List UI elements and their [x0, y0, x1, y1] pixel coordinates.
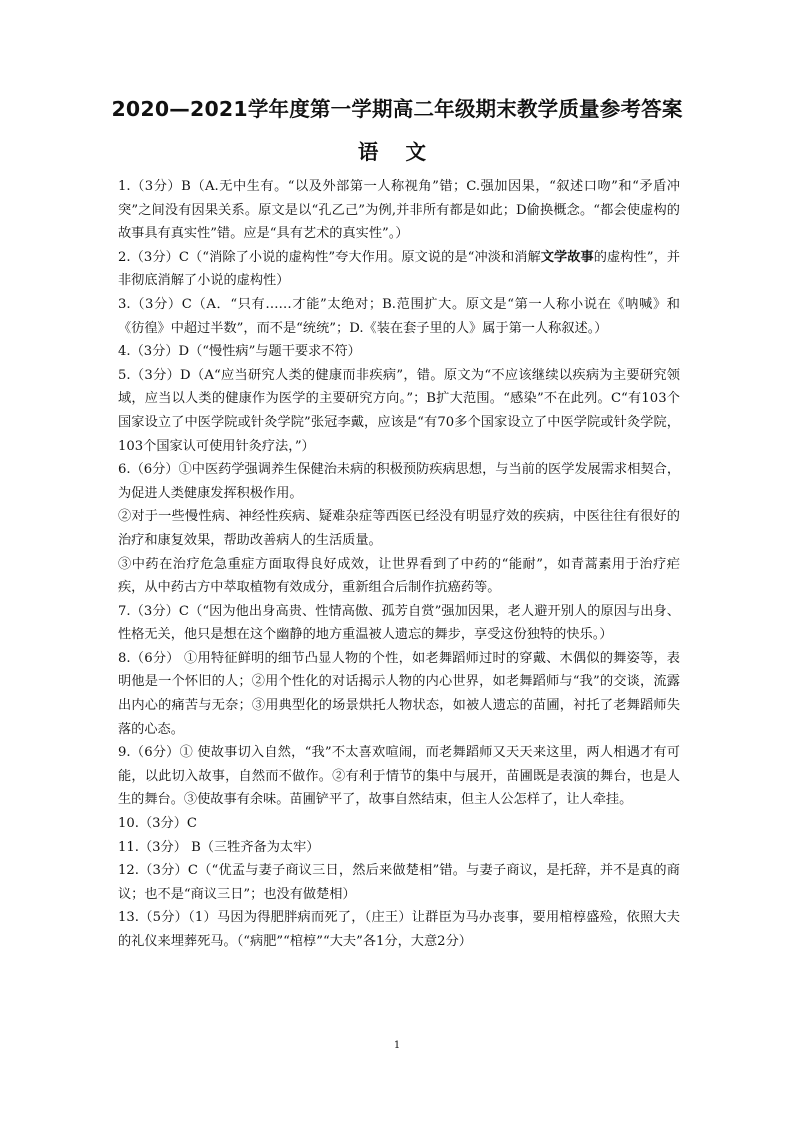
emphasis-text: 文学故事: [540, 249, 594, 265]
answer-text: 2.（3分）C（“消除了小说的虚构性”夸大作用。原文说的是“冲淡和消解: [118, 249, 541, 265]
answer-item-13: 13.（5分）（1）马因为得肥胖病而死了，（庄王）让群臣为马办丧事，要用棺椁盛殓，依照大夫的礼仪来埋葬死马。（“病肥”“棺椁”“大夫”各1分，大意2分）: [118, 910, 680, 949]
subject-heading: 语 文: [357, 140, 437, 164]
answer-item-5: 5.（3分）D（A“应当研究人类的健康而非疾病”，错。原文为“不应该继续以疾病为主要研究领域，应当以人类的健康作为医学的主要研究方向。”；B扩大范围。“感染”不在此列。C“有103个国家设立了中医学院或针灸学院”张冠李戴，应该是“有70多个国家设立了中医学院或针灸学院，103个国家认可使用针灸疗法，”）: [118, 367, 680, 454]
answer-item-6-point-2: ②对于一些慢性病、神经性疾病、疑难杂症等西医已经没有明显疗效的疾病，中医往往有很好的治疗和康复效果，帮助改善病人的生活质量。: [118, 509, 680, 548]
document-title: 2020—2021学年度第一学期高二年级期末教学质量参考答案: [111, 97, 683, 121]
answer-text: 的虚构性”，并非彻底消解了小说的虚构性）: [118, 249, 681, 289]
answer-item-6-point-3: ③中药在治疗危急重症方面取得良好成效，让世界看到了中药的“能耐”，如青蒿素用于治疗疟疾，从中药古方中萃取植物有效成分，重新组合后制作抗癌药等。: [118, 556, 680, 596]
answer-item-2: [118, 246, 680, 293]
answer-item-12: 12.（3分）C（“优孟与妻子商议三日，然后来做楚相”错。与妻子商议，是托辞，并不是真的商议；也不是“商议三日”；也没有做楚相）: [118, 863, 680, 902]
answer-list: [118, 175, 680, 954]
answer-item-8: 8.（6分） ①用特征鲜明的细节凸显人物的个性，如老舞蹈师过时的穿戴、木偶似的舞姿等，表明他是一个怀旧的人；②用个性化的对话揭示人物的内心世界，如老舞蹈师与“我”的交谈，流露出内心的痛苦与无奈；③用典型化的场景烘托人物状态，如被人遗忘的苗圃，衬托了老舞蹈师失落的心态。: [118, 650, 680, 737]
answer-item-9: 9.（6分）① 使故事切入自然，“我”不太喜欢喧闹，而老舞蹈师又天天来这里，两人相遇才有可能，以此切入故事，自然而不做作。②有利于情节的集中与展开，苗圃既是表演的舞台，也是人生的舞台。③使故事有余味。苗圃铲平了，故事自然结束，但主人公怎样了，让人牵挂。: [118, 745, 680, 808]
page-number: 1: [393, 1040, 401, 1051]
answer-item-6: 6.（6分）①中医药学强调养生保健治未病的积极预防疾病思想，与当前的医学发展需求相契合，为促进人类健康发挥积极作用。: [118, 462, 680, 501]
answer-item-1: 1.（3分）B（A.无中生有。“以及外部第一人称视角”错；C.强加因果，“叙述口吻”和“矛盾冲突”之间没有因果关系。原文是以“孔乙己”为例,并非所有都是如此；D偷换概念。“都会使虚构的故事具有真实性”错。应是“具有艺术的真实性”。）: [118, 179, 680, 242]
answer-item-11: 11.（3分） B（三牲齐备为太牢）: [118, 839, 320, 855]
answer-item-7: 7.（3分）C（“因为他出身高贵、性情高傲、孤芳自赏”强加因果，老人避开别人的原因与出身、性格无关，他只是想在这个幽静的地方重温被人遗忘的舞步，享受这份独特的快乐。）: [118, 603, 680, 643]
answer-item-10: 10.（3分）C: [118, 816, 198, 832]
answer-item-4: 4.（3分）D（“慢性病”与题干要求不符）: [118, 344, 361, 360]
answer-item-3: 3.（3分）C（A．“只有……才能”太绝对；B.范围扩大。原文是“第一人称小说在《呐喊》和《彷徨》中超过半数”，而不是“统统”；D.《装在套子里的人》属于第一人称叙述。）: [118, 296, 680, 336]
